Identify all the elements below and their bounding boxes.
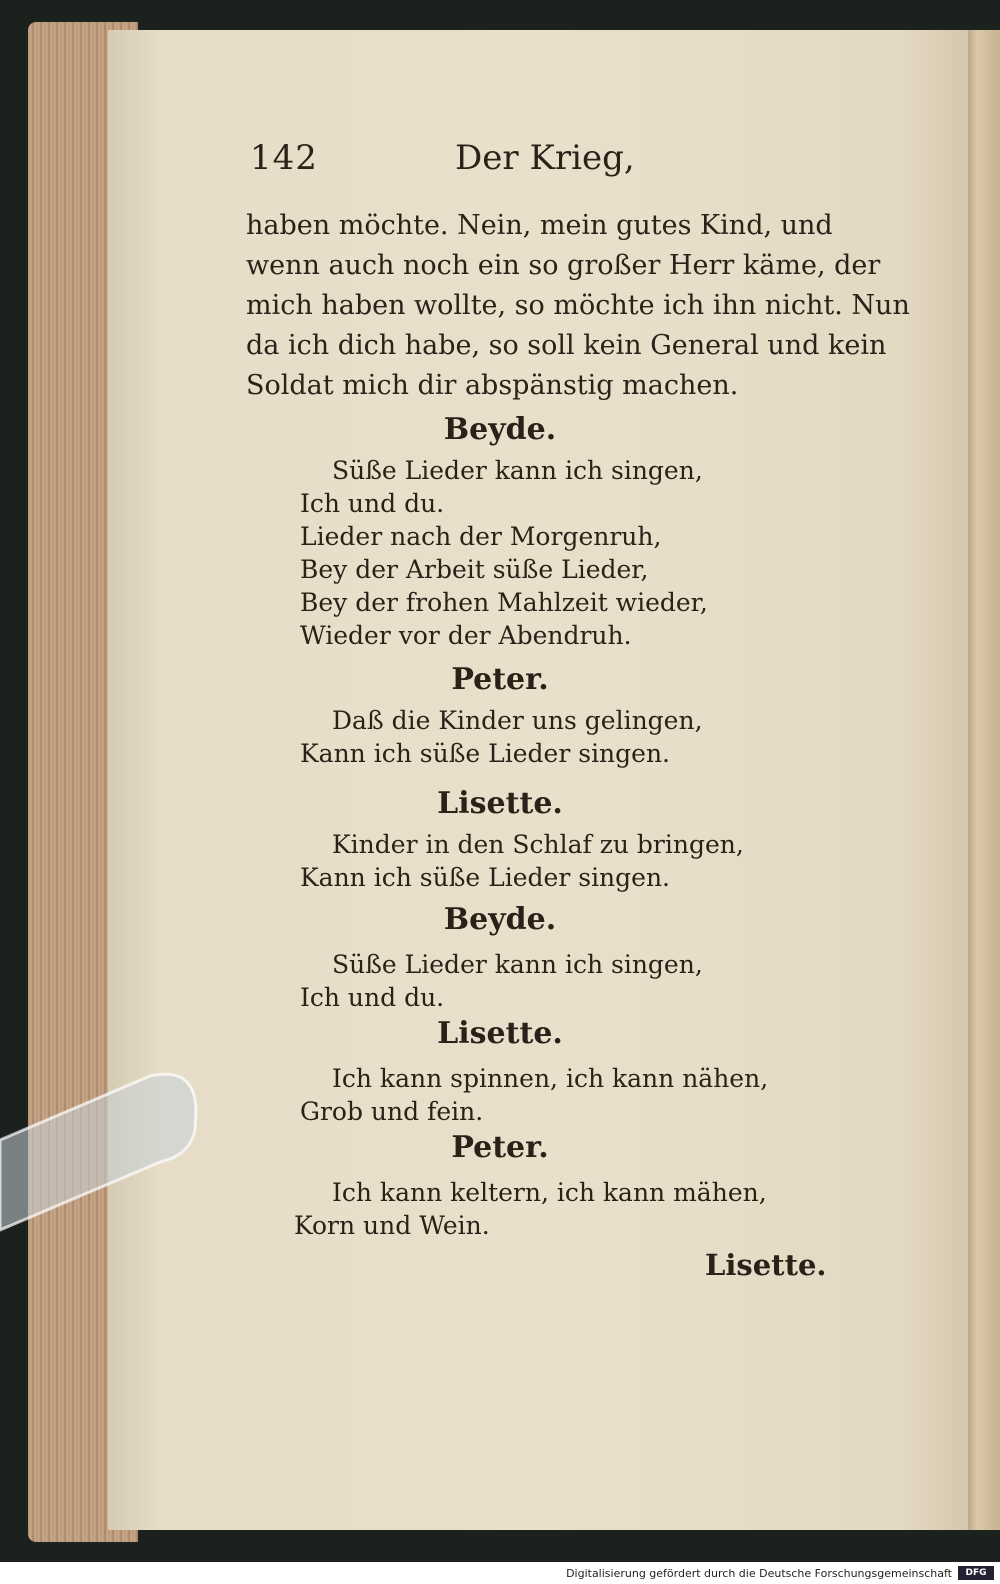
page-number: 142 [250,138,318,178]
running-title: Der Krieg, [455,138,635,178]
speaker-heading: Lisette. [437,786,563,821]
verse-line: Korn und Wein. [294,1211,490,1240]
verse-line: Ich und du. [300,489,445,518]
prose-line: Soldat mich dir abspänstig machen. [246,370,739,401]
verse-line: Ich und du. [300,983,445,1012]
verse-line: Ich kann keltern, ich kann mähen, [332,1178,767,1207]
speaker-heading: Beyde. [443,902,557,937]
prose-line: wenn auch noch ein so großer Herr käme, der [246,250,881,281]
verse-line: Süße Lieder kann ich singen, [332,456,703,485]
verse-line: Daß die Kinder uns gelingen, [332,706,703,735]
verse-line: Kinder in den Schlaf zu bringen, [332,830,744,859]
verse-line: Kann ich süße Lieder singen. [300,739,671,768]
digitization-footer [0,1562,1000,1584]
speaker-heading: Beyde. [443,412,557,447]
speaker-heading: Peter. [451,662,549,697]
verse-line: Kann ich süße Lieder singen. [300,863,671,892]
prose-line: haben möchte. Nein, mein gutes Kind, und [246,210,833,241]
catchword: Lisette. [705,1248,827,1282]
prose-line: mich haben wollte, so möchte ich ihn nicht. Nun [246,290,910,321]
speaker-heading: Peter. [451,1130,549,1165]
verse-line: Bey der Arbeit süße Lieder, [300,555,649,584]
verse-line: Ich kann spinnen, ich kann nähen, [332,1064,769,1093]
verse-line: Lieder nach der Morgenruh, [300,522,662,551]
verse-line: Grob und fein. [300,1097,484,1126]
speaker-heading: Lisette. [437,1016,563,1051]
prose-line: da ich dich habe, so soll kein General und kein [246,330,887,361]
verse-line: Süße Lieder kann ich singen, [332,950,703,979]
dfg-logo: DFG [958,1566,994,1580]
funding-credit: Digitalisierung gefördert durch die Deutsche Forschungsgemeinschaft [566,1567,952,1580]
page-header [0,138,1000,188]
prose-paragraph [246,206,910,406]
verse-line: Wieder vor der Abendruh. [300,621,632,650]
verse-line: Bey der frohen Mahlzeit wieder, [300,588,708,617]
